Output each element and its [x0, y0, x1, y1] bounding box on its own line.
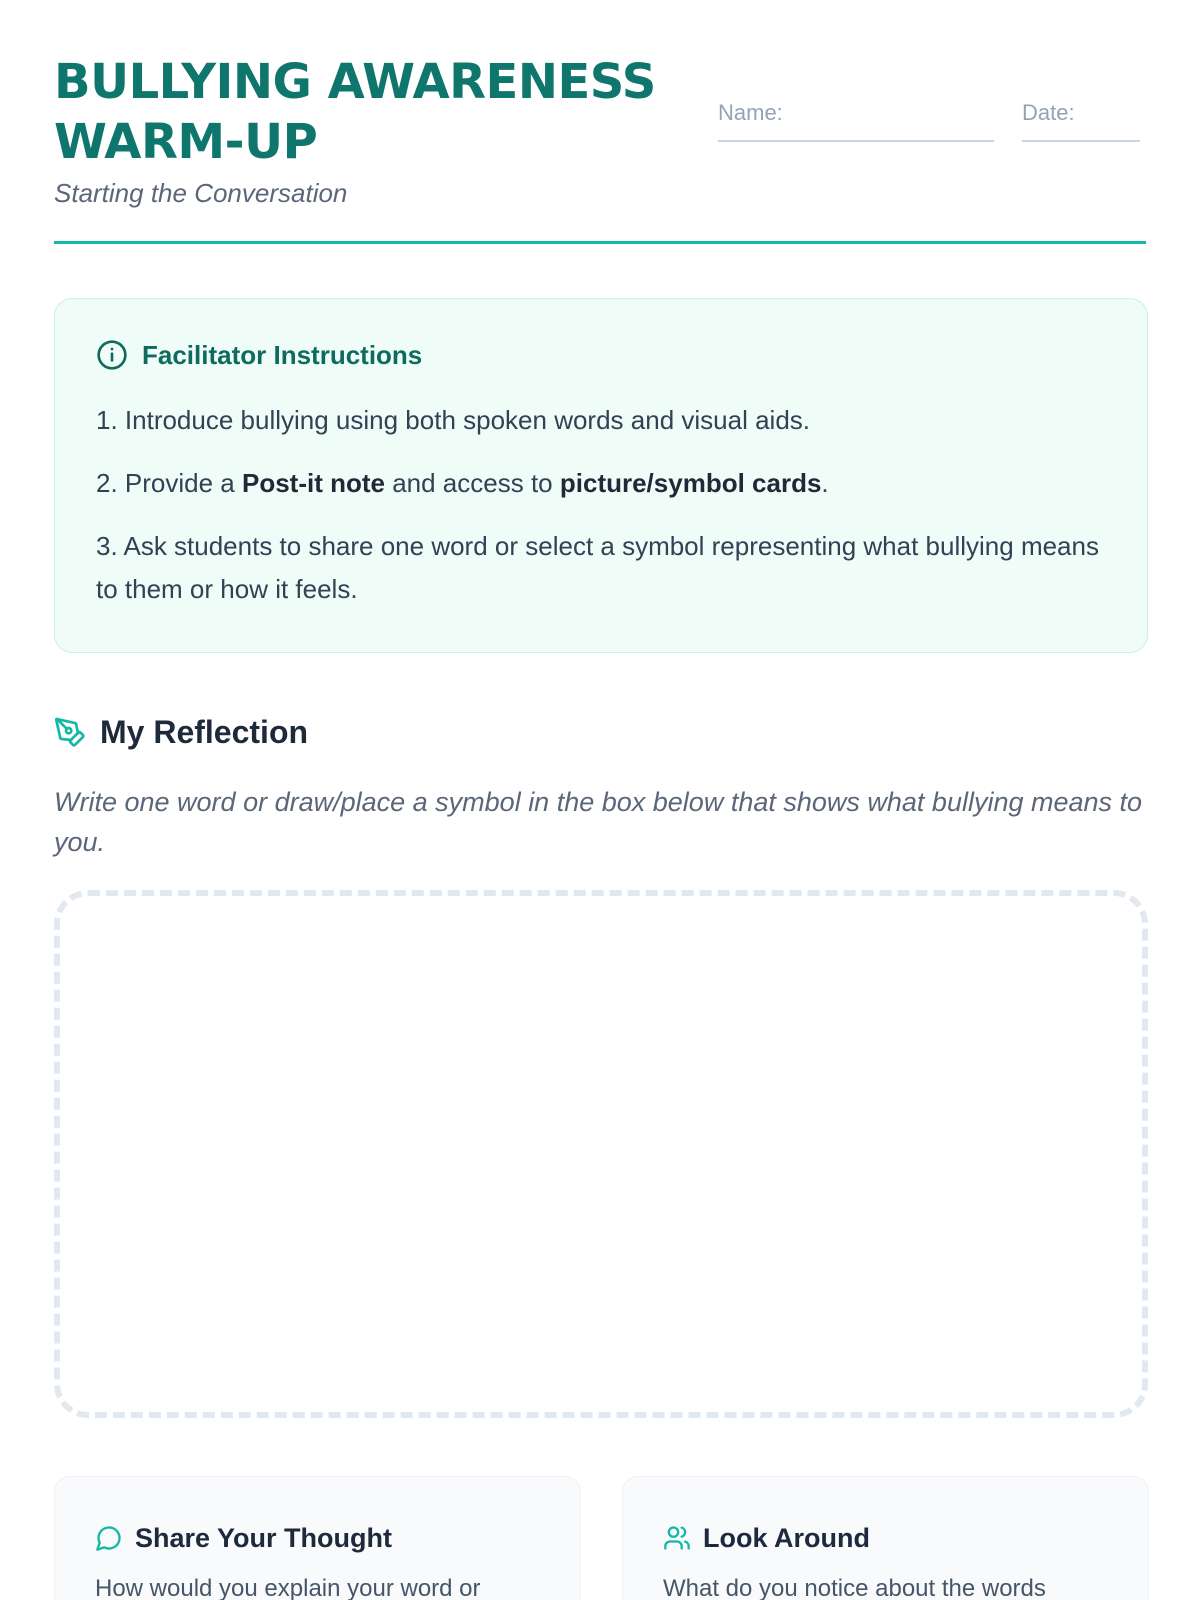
name-label: Name:	[718, 100, 783, 125]
title-line-2: WARM-UP	[54, 114, 318, 170]
instruction-2-suffix: .	[821, 468, 829, 498]
page-title	[54, 52, 694, 172]
look-card-heading	[663, 1521, 1108, 1555]
name-field[interactable]	[718, 100, 994, 142]
pen-tool-icon	[54, 716, 86, 748]
reflection-title: My Reflection	[100, 713, 309, 750]
reflection-prompt: Write one word or draw/place a symbol in the box below that shows what bullying means to you.	[54, 787, 1143, 857]
date-label: Date:	[1022, 100, 1075, 125]
instructions-title: Facilitator Instructions	[142, 339, 423, 370]
name-line	[718, 140, 994, 142]
instruction-2-mid: and access to	[384, 468, 560, 498]
look-card-text: What do you notice about the words	[663, 1575, 1046, 1600]
chat-bubble-icon	[95, 1524, 123, 1552]
instruction-item-1: 1. Introduce bullying using both spoken words and visual aids.	[96, 405, 810, 435]
look-around-card	[622, 1476, 1149, 1600]
share-card-text: How would you explain your word or	[95, 1575, 481, 1600]
instruction-item-2	[96, 462, 1107, 505]
facilitator-instructions-panel	[54, 298, 1148, 653]
page-subtitle: Starting the Conversation	[54, 178, 348, 208]
instruction-2-bold-1: Post-it note	[241, 468, 385, 498]
instruction-item-3: 3. Ask students to share one word or select a symbol representing what bullying means to them or how it feels.	[96, 531, 1099, 604]
info-icon	[96, 339, 128, 371]
instruction-2-bold-2: picture/symbol cards	[559, 468, 822, 498]
users-icon	[663, 1524, 691, 1552]
reflection-heading	[54, 712, 308, 752]
date-field[interactable]	[1022, 100, 1140, 142]
date-line	[1022, 140, 1140, 142]
reflection-drawing-box[interactable]	[54, 890, 1148, 1418]
share-your-thought-card	[54, 1476, 581, 1600]
share-card-heading	[95, 1521, 540, 1555]
instruction-2-prefix: 2. Provide a	[96, 468, 242, 498]
share-card-title: Share Your Thought	[135, 1522, 393, 1553]
instructions-list	[96, 399, 1107, 611]
page-header	[54, 0, 1146, 244]
look-card-title: Look Around	[703, 1522, 870, 1553]
instructions-heading	[96, 339, 1107, 371]
title-line-1: BULLYING AWARENESS	[54, 54, 656, 110]
